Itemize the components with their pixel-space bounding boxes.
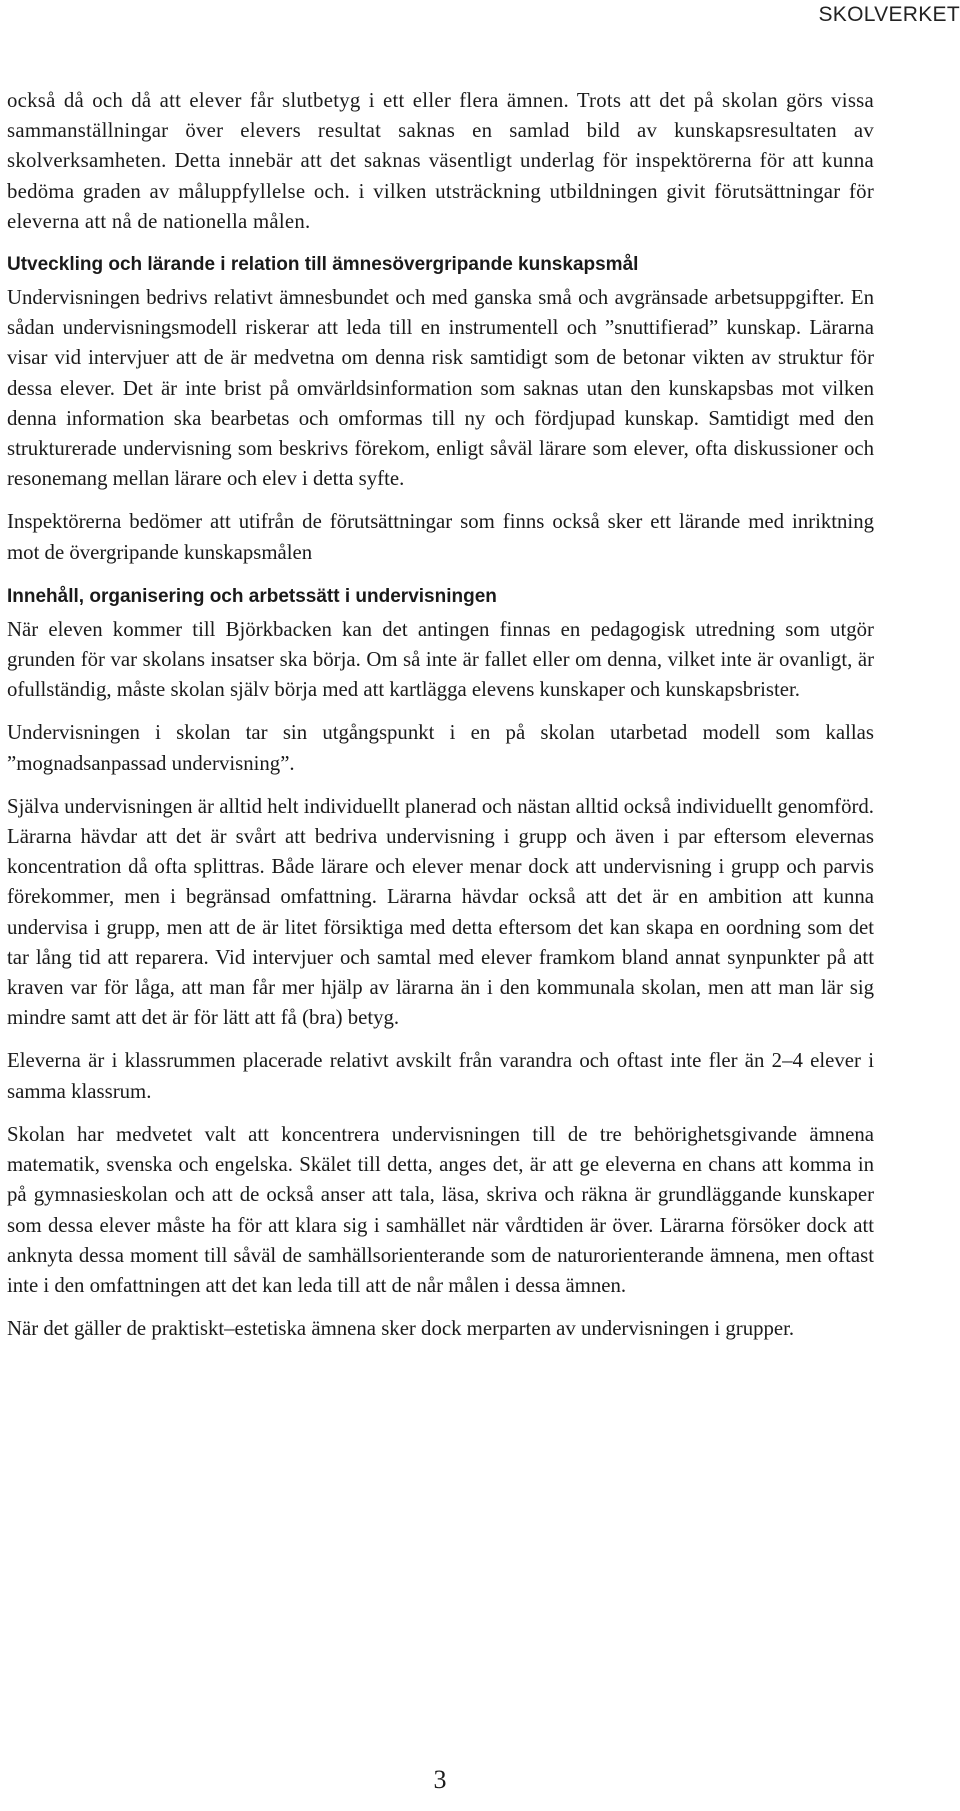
innehall-paragraph-1: När eleven kommer till Björkbacken kan det antingen finnas en pedagogisk utredning som utgör grunden för var skolans insatser ska börja. Om så inte är fallet eller om denna, vilket inte är ovanligt, är ofullständig, måste skolan själv börja med att kartlägga elevens kunskaper och kunskapsbrister. bbox=[7, 617, 874, 702]
utveckling-paragraph-2: Inspektörerna bedömer att utifrån de förutsättningar som finns också sker ett lärande med inriktning mot de övergripande kunskapsmålen bbox=[7, 510, 874, 564]
heading-innehall: Innehåll, organisering och arbetssätt i undervisningen bbox=[7, 585, 497, 607]
innehall-paragraph-4: Eleverna är i klassrummen placerade relativt avskilt från varandra och oftast inte fler än 2–4 elever i samma klassrum. bbox=[7, 1049, 874, 1103]
innehall-paragraph-5: Skolan har medvetet valt att koncentrera undervisningen till de tre behörighetsgivande ämnena matematik, svenska och engelska. Skälet till detta, anges det, är att ge eleverna en chans att komma in på gymnasieskolan och att de också anser att tala, läsa, skriva och räkna är grundläggande kunskaper som dessa elever måste ha för att klara sig i samhället när vårdtiden är över. Lärarna försöker dock att anknyta dessa moment till såväl de samhällsorienterande som de naturorienterande ämnena, men oftast inte i den omfattningen att det kan leda till att de når målen i dessa ämnen. bbox=[7, 1122, 874, 1297]
intro-paragraph: också då och då att elever får slutbetyg i ett eller flera ämnen. Trots att det på skolan görs vissa sammanställningar över elevers resultat saknas en samlad bild av kunskapsresultaten av skolverksamheten. Detta innebär att det saknas väsentligt underlag för inspektörerna för att kunna bedöma graden av måluppfyllelse och. i vilken utsträckning utbildningen givit förutsättningar för eleverna att nå de nationella målen. bbox=[7, 89, 874, 233]
innehall-paragraph-2: Undervisningen i skolan tar sin utgångspunkt i en på skolan utarbetad modell som kallas ”mognadsanpassad undervisning”. bbox=[7, 721, 874, 775]
innehall-paragraph-3: Själva undervisningen är alltid helt individuellt planerad och nästan alltid också individuellt genomförd. Lärarna hävdar att det är svårt att bedriva undervisning i grupp och även i par eftersom elevernas koncentration då ofta splittras. Både lärare och elever menar dock att undervisning i grupp och parvis förekommer, men i begränsad omfattning. Lärarna hävdar också att det är en ambition att kunna undervisa i grupp, men att de är litet försiktiga med detta eftersom det kan skapa en oordning som det tar lång tid att reparera. Vid intervjuer och samtal med elever framkom bland annat synpunkter på att kraven var för låga, att man får mer hjälp av lärarna än i den kommunala skolan, men att man lär sig mindre samt att det är för lätt att få (bra) betyg. bbox=[7, 794, 874, 1030]
heading-utveckling: Utveckling och lärande i relation till ämnesövergripande kunskapsmål bbox=[7, 254, 639, 276]
utveckling-paragraph-1: Undervisningen bedrivs relativt ämnesbundet och med ganska små och avgränsade arbetsuppgifter. En sådan undervisningsmodell riskerar att leda till en instrumentell och ”snuttifierad” kunskap. Lärarna visar vid intervjuer att de är medvetna om denna risk samtidigt som de betonar vikten av struktur för dessa elever. Det är inte brist på omvärldsinformation som saknas utan den kunskapsbas mot vilken denna information ska bearbetas och omformas till ny och fördjupad kunskap. Samtidigt med den strukturerade undervisning som beskrivs förekom, enligt såväl lärare som elever, ofta diskussioner och resonemang mellan lärare och elev i detta syfte. bbox=[7, 286, 874, 491]
document-body bbox=[7, 86, 874, 1357]
running-header: SKOLVERKET bbox=[818, 3, 960, 26]
page-number: 3 bbox=[433, 1765, 447, 1794]
innehall-paragraph-6: När det gäller de praktiskt–estetiska ämnena sker dock merparten av undervisningen i grupper. bbox=[7, 1317, 795, 1341]
